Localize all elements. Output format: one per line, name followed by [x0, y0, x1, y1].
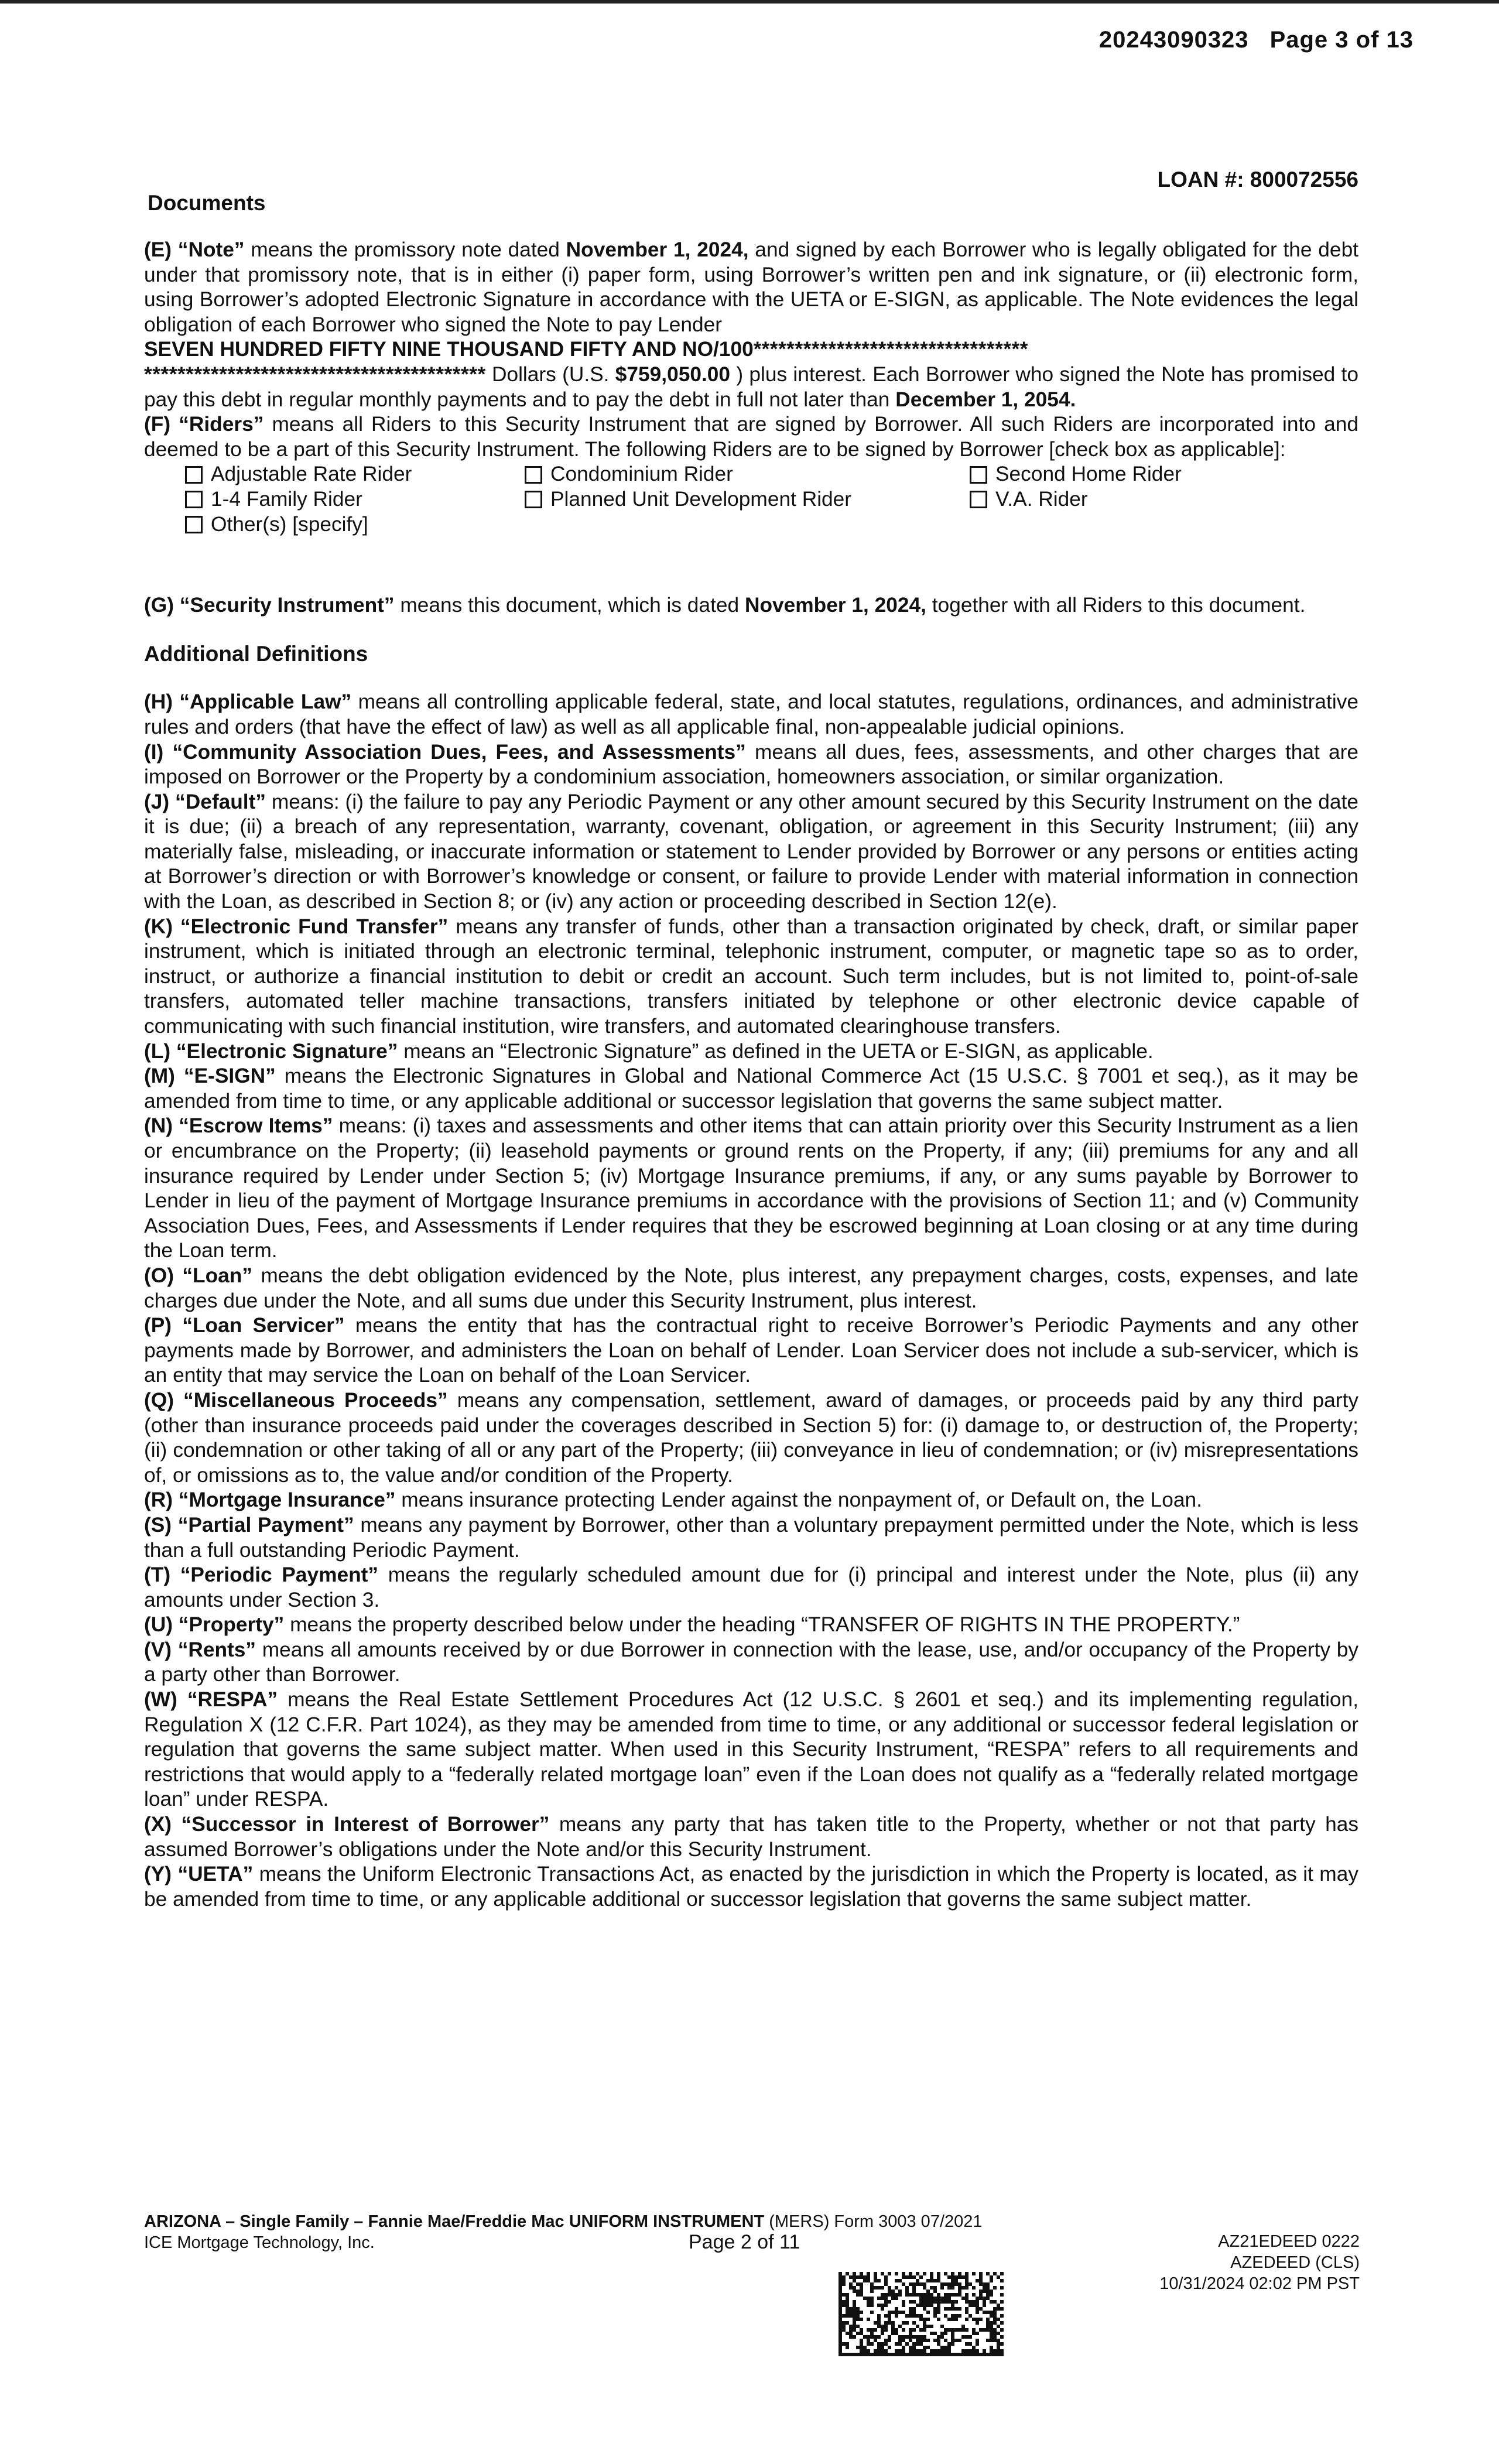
- definition-item: [144, 790, 1358, 915]
- definition-text: together with all Riders to this document.: [926, 594, 1306, 617]
- definition-item: [144, 1812, 1358, 1862]
- loan-amount: $759,050.00: [615, 362, 731, 386]
- definition-item: [144, 1264, 1358, 1313]
- spacer: [144, 666, 1358, 690]
- asterisk-fill: ********************************: [761, 338, 1029, 361]
- definition-item: [144, 1862, 1358, 1912]
- maturity-date: December 1, 2054.: [895, 388, 1076, 411]
- definition-text: means the debt obligation evidenced by the Note, plus interest, any prepayment charges, costs, expenses, and late charges due under the Note, and all sums due under this Security Instrument, plus interest.: [144, 1264, 1358, 1312]
- rider-option[interactable]: [970, 487, 1380, 512]
- definition-text: means all Riders to this Security Instrument that are signed by Borrower. All such Riders are incorporated into and deemed to be a part of this Security Instrument. The following Riders are to be signed by Borrower [check box as applicable]:: [144, 413, 1358, 461]
- definition-label: (E) “Note”: [144, 238, 245, 261]
- rider-option[interactable]: [970, 462, 1380, 487]
- definition-item: [144, 1688, 1358, 1812]
- definition-item: [144, 1039, 1358, 1065]
- definition-label: (Q) “Miscellaneous Proceeds”: [144, 1388, 448, 1412]
- definition-item: [144, 1613, 1358, 1638]
- checkbox-icon[interactable]: [185, 516, 203, 533]
- definition-item: [144, 740, 1358, 790]
- rider-option[interactable]: [525, 462, 970, 487]
- definition-label: (S) “Partial Payment”: [144, 1513, 354, 1536]
- definition-text: means the Uniform Electronic Transactions Act, as enacted by the jurisdiction in which the Property is located, as it may be amended from time to time, or any applicable additional or successor legislation that governs the same subject matter.: [144, 1863, 1358, 1911]
- definition-text: means: (i) the failure to pay any Periodic Payment or any other amount secured by this Security Instrument on the date it is due; (ii) a breach of any representation, warranty, covenant, obligation, or agreement in this Security Instrument; (iii) any materially false, misleading, or inaccurate information or statement to Lender provided by Borrower or any persons or entities acting at Borrower’s direction or with Borrower’s knowledge or consent, or failure to provide Lender with material information in connection with the Loan, as described in Section 8; or (iv) any action or proceeding described in Section 12(e).: [144, 790, 1359, 913]
- definition-text: means any party that has taken title to the Property, whether or not that party has assumed Borrower’s obligations under the Note and/or this Security Instrument.: [144, 1813, 1358, 1861]
- definition-label: (H) “Applicable Law”: [144, 690, 352, 714]
- amount-in-words: SEVEN HUNDRED FIFTY NINE THOUSAND FIFTY AND NO/100*: [144, 338, 762, 361]
- definition-item: [144, 915, 1358, 1039]
- definition-text: means: (i) taxes and assessments and other items that can attain priority over this Security Instrument as a lien or encumbrance on the Property; (ii) leasehold payments or ground rents on the Property, if any; (iii) premiums for any and all insurance required by Lender under Section 5; (iv) Mortgage Insurance premiums, if any, or any sums payable by Borrower to Lender in lieu of the payment of Mortgage Insurance premiums in accordance with the provisions of Section 11; and (v) Community Association Dues, Fees, and Assessments if Lender requires that they be escrowed beginning at Loan closing or at any time during the Loan term.: [144, 1114, 1359, 1262]
- definition-label: (W) “RESPA”: [144, 1688, 278, 1712]
- definition-item: [144, 1513, 1358, 1563]
- definition-label: (O) “Loan”: [144, 1264, 252, 1287]
- definition-label: (P) “Loan Servicer”: [144, 1314, 345, 1337]
- page-of-total: Page 3 of 13: [1269, 27, 1414, 53]
- company-name: ICE Mortgage Technology, Inc.: [144, 2233, 375, 2252]
- checkbox-icon[interactable]: [185, 466, 203, 484]
- print-timestamp: 10/31/2024 02:02 PM PST: [1159, 2274, 1360, 2293]
- loan-number: LOAN #: 800072556: [1157, 167, 1358, 191]
- definition-riders: [144, 412, 1358, 462]
- rider-label: Planned Unit Development Rider: [550, 487, 852, 511]
- form-codes: [1159, 2231, 1360, 2294]
- definition-security-instrument: [144, 593, 1358, 618]
- definition-text: means all amounts received by or due Borrower in connection with the lease, use, and/or occupancy of the Property by a party other than Borrower.: [144, 1638, 1358, 1686]
- checkbox-icon[interactable]: [525, 466, 542, 484]
- definition-label: (U) “Property”: [144, 1613, 285, 1637]
- form-title: ARIZONA – Single Family – Fannie Mae/Freddie Mac UNIFORM INSTRUMENT: [144, 2212, 765, 2231]
- rider-label: Condominium Rider: [550, 463, 733, 486]
- rider-label: V.A. Rider: [995, 487, 1088, 511]
- rider-option[interactable]: [525, 487, 970, 512]
- spacer: [144, 618, 1358, 642]
- definition-text: means all dues, fees, assessments, and other charges that are imposed on Borrower or the Property by a condominium association, homeowners association, or similar organization.: [144, 740, 1358, 789]
- definition-label: (R) “Mortgage Insurance”: [144, 1488, 396, 1512]
- additional-definitions-heading: Additional Definitions: [144, 641, 368, 666]
- definition-label: (G) “Security Instrument”: [144, 594, 395, 617]
- document-body: [144, 238, 1358, 1912]
- definition-label: (V) “Rents”: [144, 1638, 256, 1661]
- definition-label: (M) “E-SIGN”: [144, 1065, 276, 1088]
- definitions-list: [144, 690, 1358, 1912]
- definition-text: means all controlling applicable federal, state, and local statutes, regulations, ordinances, and administrative rules and orders (that have the effect of law) as well as all applicable final, non-appealable judicial opinions.: [144, 690, 1358, 738]
- rider-option[interactable]: [185, 512, 525, 538]
- definition-item: [144, 1488, 1358, 1513]
- definition-label: (F) “Riders”: [144, 413, 264, 436]
- record-number: 20243090323: [1098, 27, 1249, 53]
- definition-item: [144, 1313, 1358, 1388]
- record-header: [1099, 27, 1414, 53]
- definition-label: (Y) “UETA”: [144, 1863, 254, 1886]
- definition-item: [144, 1563, 1358, 1613]
- form-number: (MERS) Form 3003 07/2021: [764, 2212, 983, 2231]
- definition-text: means the Real Estate Settlement Procedures Act (12 U.S.C. § 2601 et seq.) and its implementing regulation, Regulation X (12 C.F.R. Part 1024), as they may be amended from time to time, or any additional or successor federal legislation or regulation that governs the same subject matter. When used in this Security Instrument, “RESPA” refers to all requirements and restrictions that would apply to a “federally related mortgage loan” even if the Loan does not qualify as a “federally related mortgage loan” under RESPA.: [144, 1688, 1358, 1811]
- rider-checklist: [185, 462, 1358, 537]
- definition-label: (I) “Community Association Dues, Fees, and Assessments”: [144, 740, 746, 764]
- top-border: [0, 0, 1499, 4]
- definition-text: means any compensation, settlement, award of damages, or proceeds paid by any third party (other than insurance proceeds paid under the coverages described in Section 5) for: (i) damage to, or destruction of, the Property; (ii) condemnation or other taking of all or any part of the Property; (iii) conveyance in lieu of condemnation; or (iv) misrepresentations of, or omissions as to, the value and/or condition of the Property.: [144, 1388, 1358, 1487]
- definition-label: (T) “Periodic Payment”: [144, 1563, 379, 1587]
- note-date: November 1, 2024,: [566, 238, 749, 261]
- definition-text: Dollars (U.S.: [485, 362, 615, 386]
- definition-text: means the regularly scheduled amount due for (i) principal and interest under the Note, plus (ii) any amounts under Section 3.: [144, 1563, 1359, 1611]
- definition-text: means the entity that has the contractual right to receive Borrower’s Periodic Payments and any other payments made by Borrower, and administers the Loan on behalf of Lender. Loan Servicer does not include a sub-servicer, which is an entity that may service the Loan on behalf of the Loan Servicer.: [144, 1314, 1358, 1387]
- definition-label: (L) “Electronic Signature”: [144, 1039, 398, 1063]
- rider-label: 1-4 Family Rider: [211, 487, 362, 511]
- definition-text: and signed by each Borrower who is legally obligated for the debt under that promissory note, that is in either (i) paper form, using Borrower’s written pen and ink signature, or (ii) electronic form, using Borrower’s adopted Electronic Signature in accordance with the UETA or E-SIGN, as applicable. The Note evidences the legal obligation of each Borrower who signed the Note to pay Lender: [144, 238, 1358, 336]
- definition-text: means this document, which is dated: [394, 594, 745, 617]
- definition-item: [144, 1638, 1358, 1688]
- definition-item: [144, 1064, 1358, 1114]
- definition-item: [144, 1114, 1358, 1264]
- rider-label: Second Home Rider: [995, 463, 1182, 486]
- asterisk-fill: *****************************************: [144, 362, 486, 386]
- checkbox-icon[interactable]: [970, 491, 987, 508]
- rider-option[interactable]: [185, 487, 525, 512]
- definition-text: means the property described below under the heading “TRANSFER OF RIGHTS IN THE PROPERTY.”: [284, 1613, 1240, 1637]
- checkbox-icon[interactable]: [185, 491, 203, 508]
- security-date: November 1, 2024,: [744, 594, 926, 617]
- barcode-2d-icon: [839, 2272, 1006, 2359]
- definition-note: [144, 238, 1358, 412]
- definition-label: (X) “Successor in Interest of Borrower”: [144, 1813, 550, 1836]
- rider-option[interactable]: [185, 462, 525, 487]
- page-number: Page 2 of 11: [689, 2231, 800, 2253]
- form-code: AZ21EDEED 0222: [1218, 2232, 1360, 2251]
- definition-text: means an “Electronic Signature” as defined in the UETA or E-SIGN, as applicable.: [398, 1039, 1154, 1063]
- checkbox-icon[interactable]: [525, 491, 542, 508]
- section-title: Documents: [148, 191, 266, 215]
- spacer: [144, 537, 1358, 593]
- rider-label: Adjustable Rate Rider: [211, 463, 412, 486]
- form-footer: [144, 2211, 983, 2253]
- definition-text: means any payment by Borrower, other than a voluntary prepayment permitted under the Note, which is less than a full outstanding Periodic Payment.: [144, 1513, 1358, 1562]
- definition-label: (J) “Default”: [144, 790, 266, 813]
- definition-label: (K) “Electronic Fund Transfer”: [144, 915, 449, 938]
- definition-text: means the Electronic Signatures in Global and National Commerce Act (15 U.S.C. § 7001 et seq.), as it may be amended from time to time, or any applicable additional or successor legislation that governs the same subject matter.: [144, 1065, 1358, 1113]
- rider-label: Other(s) [specify]: [211, 512, 368, 536]
- definition-item: [144, 1388, 1358, 1488]
- definition-item: [144, 690, 1358, 740]
- definition-text: means any transfer of funds, other than a transaction originated by check, draft, or similar paper instrument, which is initiated through an electronic terminal, telephonic instrument, computer, or magnetic tape so as to order, instruct, or authorize a financial institution to debit or credit an account. Such term includes, but is not limited to, point-of-sale transfers, automated teller machine transactions, transfers initiated by telephone or other electronic device capable of communicating with such financial institution, wire transfers, and automated clearinghouse transfers.: [144, 915, 1358, 1038]
- definition-text: ) plus interest. Each Borrower who signed the Note has promised to pay this debt in regular monthly payments and to pay the debt in full not later than: [144, 362, 1358, 411]
- checkbox-icon[interactable]: [970, 466, 987, 484]
- form-code: AZEDEED (CLS): [1230, 2253, 1360, 2272]
- definition-text: means the promissory note dated: [244, 238, 566, 261]
- definition-label: (N) “Escrow Items”: [144, 1114, 333, 1138]
- definition-text: means insurance protecting Lender against the nonpayment of, or Default on, the Loan.: [395, 1488, 1202, 1512]
